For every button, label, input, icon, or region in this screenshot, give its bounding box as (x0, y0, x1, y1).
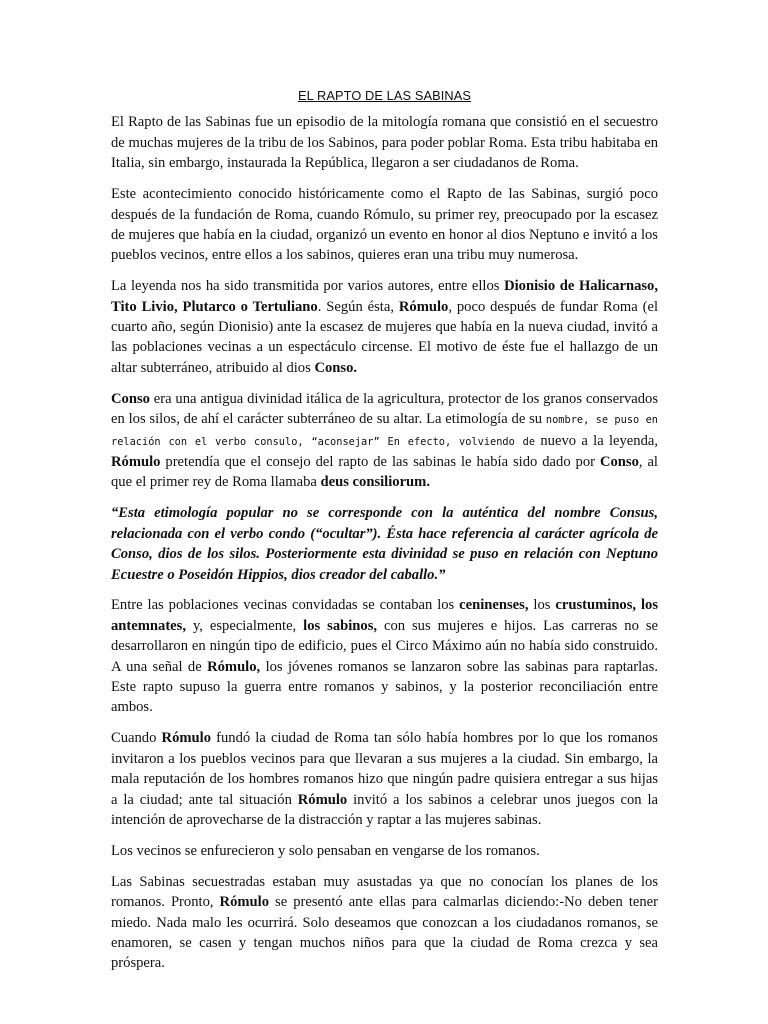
monospace-text-run: nombre, se puso en relación con el verbo consulo, “aconsejar” En efecto, volviendo de (111, 414, 658, 448)
text-run: fundó la ciudad de Roma tan sólo había hombres por lo que los romanos invitaron a los pueblos vecinos para que llevaran a sus mujeres a la ciudad. Sin embargo, la mala reputación de los hombres romanos hizo que ningún padre quisiera entregar a sus hijas a la ciudad; ante tal situación (111, 730, 658, 808)
paragraph-8: Los vecinos se enfurecieron y solo pensaban en vengarse de los romanos. (111, 842, 540, 859)
paragraph-1: El Rapto de las Sabinas fue un episodio de la mitología romana que consistió en el secuestro de muchas mujeres de la tribu de los Sabinos, para poder poblar Roma. Esta tribu habitaba en Italia, sin embargo, instaurada la República, llegaron a ser ciudadanos de Roma. (111, 114, 658, 172)
paragraph-4 (111, 389, 658, 493)
text-run: , al que el primer rey de Roma llamaba (111, 454, 658, 491)
crustuminos-bold: crustuminos, los antemnates, (111, 597, 659, 634)
text-run: era una antigua divinidad itálica de la agricultura, protector de los granos conservados en los silos, de ahí el carácter subterráneo de su altar. La etimología de su (111, 390, 658, 428)
text-run: y, especialmente, (186, 617, 304, 634)
conso-bold: Conso. (314, 359, 358, 376)
text-run: , poco después de fundar Roma (el cuarto año, según Dionisio) ante la escasez de mujeres que había en la nueva ciudad, invitó a las poblaciones vecinas a un espectáculo circense. El motivo de éste fue el hallazgo de un altar subterráneo, atribuido al dios (111, 298, 658, 376)
text-run: La leyenda nos ha sido transmitida por varios autores, entre ellos (111, 278, 505, 295)
text-run: . Según ésta, (317, 298, 399, 315)
text-run: los jóvenes romanos se lanzaron sobre las sabinas para raptarlas. Este rapto supuso la guerra entre romanos y sabinos, y la posterior reconciliación entre ambos. (111, 658, 658, 716)
romulo-bold: Rómulo, (207, 658, 261, 675)
deus-consiliorum-bold: deus consiliorum. (320, 474, 430, 491)
romulo-bold: Rómulo (219, 894, 270, 911)
text-run: Entre las poblaciones vecinas convidadas se contaban los (111, 597, 460, 614)
text-run: los (528, 597, 556, 614)
paragraph-7 (111, 728, 658, 830)
document-title: EL RAPTO DE LAS SABINAS (298, 88, 471, 103)
text-run: se presentó ante ellas para calmarlas diciendo:-No deben tener miedo. Nada malo les ocurrirá. Solo deseamos que conozcan a los ciudadanos romanos, se enamoren, se casen y tengan muchos niños para que la ciudad de Roma crezca y sea próspera. (111, 894, 658, 972)
paragraph-3 (111, 276, 658, 378)
conso-bold: Conso (599, 454, 639, 470)
document-page (111, 86, 658, 984)
paragraph-9 (111, 872, 658, 974)
ceninenses-bold: ceninenses, (459, 597, 529, 614)
paragraph-6 (111, 595, 658, 717)
sabinos-bold: los sabinos, (303, 617, 378, 634)
text-run: invitó a los sabinos a celebrar unos juegos con la intención de aprovecharse de la distracción y raptar a las mujeres sabinas. (111, 791, 659, 828)
quote-paragraph: “Esta etimología popular no se corresponde con la auténtica del nombre Consus, relacionada con el verbo condo (“ocultar”). Ésta hace referencia al carácter agrícola de Conso, dios de los silos. Posteriormente esta divinidad se puso en relación con Neptuno Ecuestre o Poseidón Hippios, dios creador del caballo.” (111, 505, 658, 583)
text-run: pretendía que el consejo del rapto de las sabinas le había sido dado por (160, 454, 600, 470)
romulo-bold: Rómulo (161, 730, 211, 747)
romulo-bold: Rómulo (111, 454, 161, 470)
conso-bold: Conso (111, 390, 150, 407)
romulo-bold: Rómulo (297, 791, 348, 808)
text-run: Cuando (111, 730, 162, 747)
text-run: Las Sabinas secuestradas estaban muy asustadas ya que no conocían los planes de los romanos. Pronto, (111, 873, 658, 911)
text-run: nuevo a la leyenda, (535, 432, 659, 449)
paragraph-2: Este acontecimiento conocido históricamente como el Rapto de las Sabinas, surgió poco después de la fundación de Roma, cuando Rómulo, su primer rey, preocupado por la escasez de mujeres que había en la ciudad, organizó un evento en honor al dios Neptuno e invitó a los pueblos vecinos, entre ellos a los sabinos, quieres eran una tribu muy numerosa. (111, 186, 658, 264)
authors-bold: Dionisio de Halicarnaso, Tito Livio, Plutarco o Tertuliano (111, 278, 658, 315)
text-run: con sus mujeres e hijos. Las carreras no se desarrollaron en ningún tipo de edificio, pues el Circo Máximo aún no había sido construido. A una señal de (111, 617, 658, 675)
romulo-bold: Rómulo (398, 298, 449, 315)
